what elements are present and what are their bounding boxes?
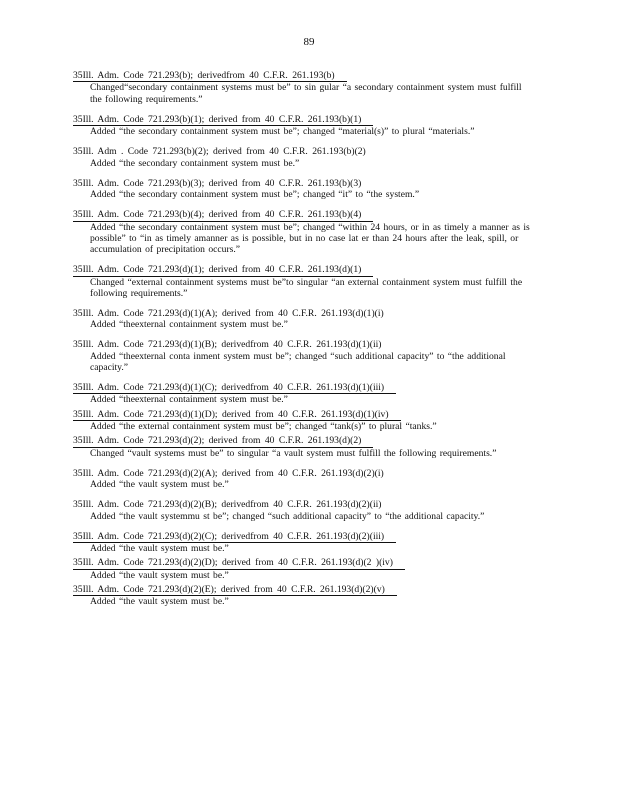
citation-heading: 35Ill. Adm. Code 721.293(d)(1)(C); derivedfrom 40 C.F.R. 261.193(d)(1)(iii) [73, 383, 396, 394]
citation-heading: 35Ill. Adm. Code 721.293(d)(2)(B); derivedfrom 40 C.F.R. 261.193(d)(2)(ii) [73, 499, 382, 511]
citation-heading: 35Ill. Adm. Code 721.293(d)(1)(B); derivedfrom 40 C.F.R. 261.193(d)(1)(ii) [73, 339, 382, 351]
citation-heading: 35Ill. Adm. Code 721.293(b)(3); derived from 40 C.F.R. 261.193(b)(3) [73, 177, 362, 189]
citation-heading: 35Ill. Adm. Code 721.293(d)(2)(C); derivedfrom 40 C.F.R. 261.193(d)(2)(iii) [73, 532, 396, 543]
derivation-entry [73, 308, 533, 330]
change-note: Added “the secondary containment system must be”; changed “material(s)” to plural “materials.” [90, 126, 475, 138]
derivation-entry [73, 209, 533, 255]
derivation-entry [73, 468, 533, 490]
derivation-entry [73, 70, 533, 105]
change-note: Added “the secondary containment system must be”; changed “within 24 hours, or in as timely a manner as is possible” to “in as timely amanner as is possible, but in no case lat er than 24 hours after the leak, spill, or accumulation of precipitation occurs.” [90, 221, 530, 256]
change-note: Added “the vault systemmu st be”; changed “such additional capacity” to “the additional capacity.” [90, 510, 485, 522]
citation-heading: 35Ill. Adm. Code 721.293(d)(1)(D); derived from 40 C.F.R. 261.193(d)(1)(iv) [73, 410, 401, 421]
citation-heading: 35Ill. Adm. Code 721.293(d)(1); derived from 40 C.F.R. 261.193(d)(1) [73, 265, 373, 276]
derivation-entry [73, 178, 533, 200]
derivation-entry [73, 435, 533, 459]
derivation-entry [73, 557, 533, 581]
derivation-notes-list [73, 70, 533, 617]
derivation-entry [73, 339, 533, 373]
change-note: Changed “vault systems must be” to singular “a vault system must fulfill the following requirements.” [90, 447, 497, 459]
citation-heading: 35Ill. Adm . Code 721.293(b)(2); derived from 40 C.F.R. 261.193(b)(2) [73, 146, 366, 158]
change-note: Added “the external containment system must be”; changed “tank(s)” to plural “tanks.” [90, 421, 437, 433]
change-note: Added “the vault system must be.” [90, 479, 229, 491]
citation-heading: 35Ill. Adm. Code 721.293(b)(1); derived from 40 C.F.R. 261.193(b)(1) [73, 115, 373, 126]
derivation-entry [73, 409, 533, 433]
citation-heading: 35Ill. Adm. Code 721.293(d)(1)(A); derived from 40 C.F.R. 261.193(d)(1)(i) [73, 308, 384, 320]
citation-heading: 35Ill. Adm. Code 721.293(d)(2)(D); derived from 40 C.F.R. 261.193(d)(2 )(iv) [73, 558, 405, 569]
change-note: Added “the vault system must be.” [90, 569, 229, 581]
change-note: Added “the vault system must be.” [90, 543, 229, 555]
change-note: Added “the secondary containment system must be”; changed “it” to “the system.” [90, 189, 420, 201]
change-note: Added “theexternal containment system must be.” [90, 394, 288, 406]
citation-heading: 35Ill. Adm. Code 721.293(d)(2); derived from 40 C.F.R. 261.193(d)(2) [73, 436, 373, 447]
change-note: Added “the vault system must be.” [90, 596, 229, 608]
citation-heading: 35Ill. Adm. Code 721.293(b)(4); derived from 40 C.F.R. 261.193(b)(4) [73, 210, 373, 221]
derivation-entry [73, 264, 533, 299]
derivation-entry [73, 146, 533, 168]
change-note: Changed“secondary containment systems must be” to sin gular “a secondary containment system must fulfill the following requirements.” [90, 82, 522, 105]
citation-heading: 35Ill. Adm. Code 721.293(d)(2)(A); derived from 40 C.F.R. 261.193(d)(2)(i) [73, 467, 384, 479]
change-note: Added “the secondary containment system must be.” [90, 157, 300, 169]
derivation-entry [73, 499, 533, 521]
citation-heading: 35Ill. Adm. Code 721.293(d)(2)(E); derived from 40 C.F.R. 261.193(d)(2)(v) [73, 585, 397, 596]
derivation-entry [73, 382, 533, 406]
derivation-entry [73, 114, 533, 138]
change-note: Added “theexternal containment system must be.” [90, 319, 288, 331]
derivation-entry [73, 531, 533, 555]
citation-heading: 35Ill. Adm. Code 721.293(b); derivedfrom 40 C.F.R. 261.193(b) [73, 71, 347, 82]
change-note: Added “theexternal conta inment system must be”; changed “such additional capacity” to “the additional capacity.” [90, 350, 506, 373]
page-number: 89 [303, 36, 315, 48]
derivation-entry [73, 584, 533, 608]
change-note: Changed “external containment systems must be”to singular “an external containment system must fulfill the following requirements.” [90, 276, 523, 299]
